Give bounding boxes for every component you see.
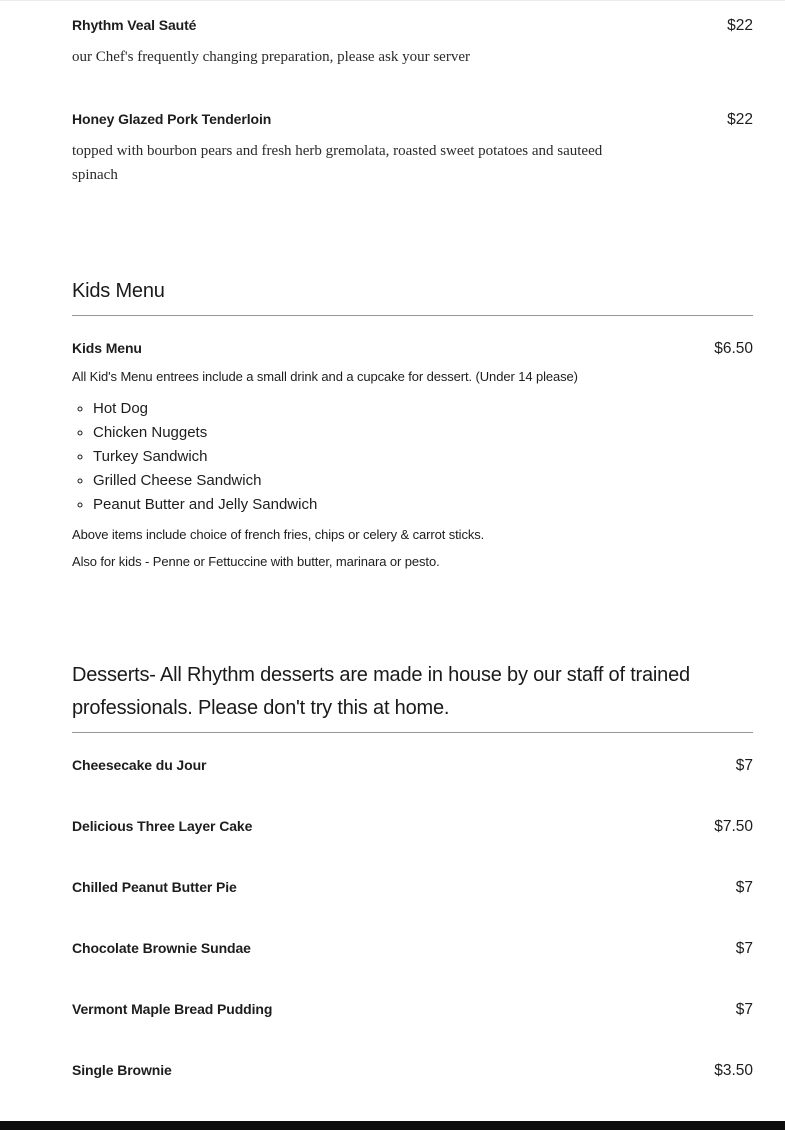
- menu-item-row: [72, 938, 753, 959]
- menu-item-row: [72, 338, 753, 359]
- menu-item: [72, 338, 753, 571]
- item-footnote: Above items include choice of french fries, chips or celery & carrot sticks.: [72, 527, 485, 542]
- menu-item: [72, 109, 753, 187]
- list-item: ◦ Peanut Butter and Jelly Sandwich: [93, 493, 753, 517]
- section-title: Desserts- All Rhythm desserts are made in house by our staff of trained professionals. Please don't try this at home.: [72, 664, 690, 719]
- item-description: our Chef's frequently changing preparation, please ask your server: [72, 49, 470, 65]
- intro-items: [72, 15, 753, 187]
- menu-item: [72, 938, 753, 959]
- item-name: Delicious Three Layer Cake: [72, 818, 253, 834]
- menu-item: [72, 15, 753, 69]
- item-price: $7: [735, 757, 753, 774]
- menu-item: [72, 877, 753, 898]
- item-price: $7.50: [714, 818, 753, 835]
- item-name: Chilled Peanut Butter Pie: [72, 879, 237, 895]
- item-name: Single Brownie: [72, 1062, 172, 1078]
- menu-section: [72, 275, 753, 571]
- item-price: $7: [735, 940, 753, 957]
- menu-content: [72, 15, 753, 1121]
- menu-item-row: [72, 109, 753, 130]
- item-name: Rhythm Veal Sauté: [72, 17, 197, 33]
- list-item: ◦ Grilled Cheese Sandwich: [93, 469, 753, 493]
- item-footnote: Also for kids - Penne or Fettuccine with butter, marinara or pesto.: [72, 554, 440, 569]
- menu-section: [72, 659, 753, 1081]
- item-name: Kids Menu: [72, 340, 142, 356]
- list-item: ◦ Hot Dog: [93, 397, 753, 421]
- list-item: ◦ Chicken Nuggets: [93, 421, 753, 445]
- menu-item-row: [72, 755, 753, 776]
- section-items: [72, 733, 753, 1081]
- menu-item-row: [72, 15, 753, 36]
- item-options-list: [72, 397, 753, 517]
- menu-sections: [72, 275, 753, 1081]
- list-item: ◦ Turkey Sandwich: [93, 445, 753, 469]
- item-price: $22: [727, 17, 753, 34]
- menu-item: [72, 999, 753, 1020]
- menu-item-row: [72, 877, 753, 898]
- item-price: $7: [735, 1001, 753, 1018]
- item-note: All Kid's Menu entrees include a small drink and a cupcake for dessert. (Under 14 please): [72, 369, 578, 384]
- menu-item-row: [72, 1060, 753, 1081]
- section-title: Kids Menu: [72, 280, 165, 302]
- item-price: $22: [727, 111, 753, 128]
- footer-bar: [0, 1121, 785, 1130]
- item-name: Chocolate Brownie Sundae: [72, 940, 251, 956]
- menu-item-row: [72, 816, 753, 837]
- menu-item: [72, 755, 753, 776]
- item-name: Honey Glazed Pork Tenderloin: [72, 111, 272, 127]
- item-price: $3.50: [714, 1062, 753, 1079]
- menu-item: [72, 1060, 753, 1081]
- item-name: Cheesecake du Jour: [72, 757, 207, 773]
- item-description: topped with bourbon pears and fresh herb gremolata, roasted sweet potatoes and sauteed spinach: [72, 143, 603, 183]
- item-name: Vermont Maple Bread Pudding: [72, 1001, 273, 1017]
- item-price: $6.50: [714, 340, 753, 357]
- item-price: $7: [735, 879, 753, 896]
- menu-item-row: [72, 999, 753, 1020]
- menu-item: [72, 816, 753, 837]
- section-items: [72, 316, 753, 571]
